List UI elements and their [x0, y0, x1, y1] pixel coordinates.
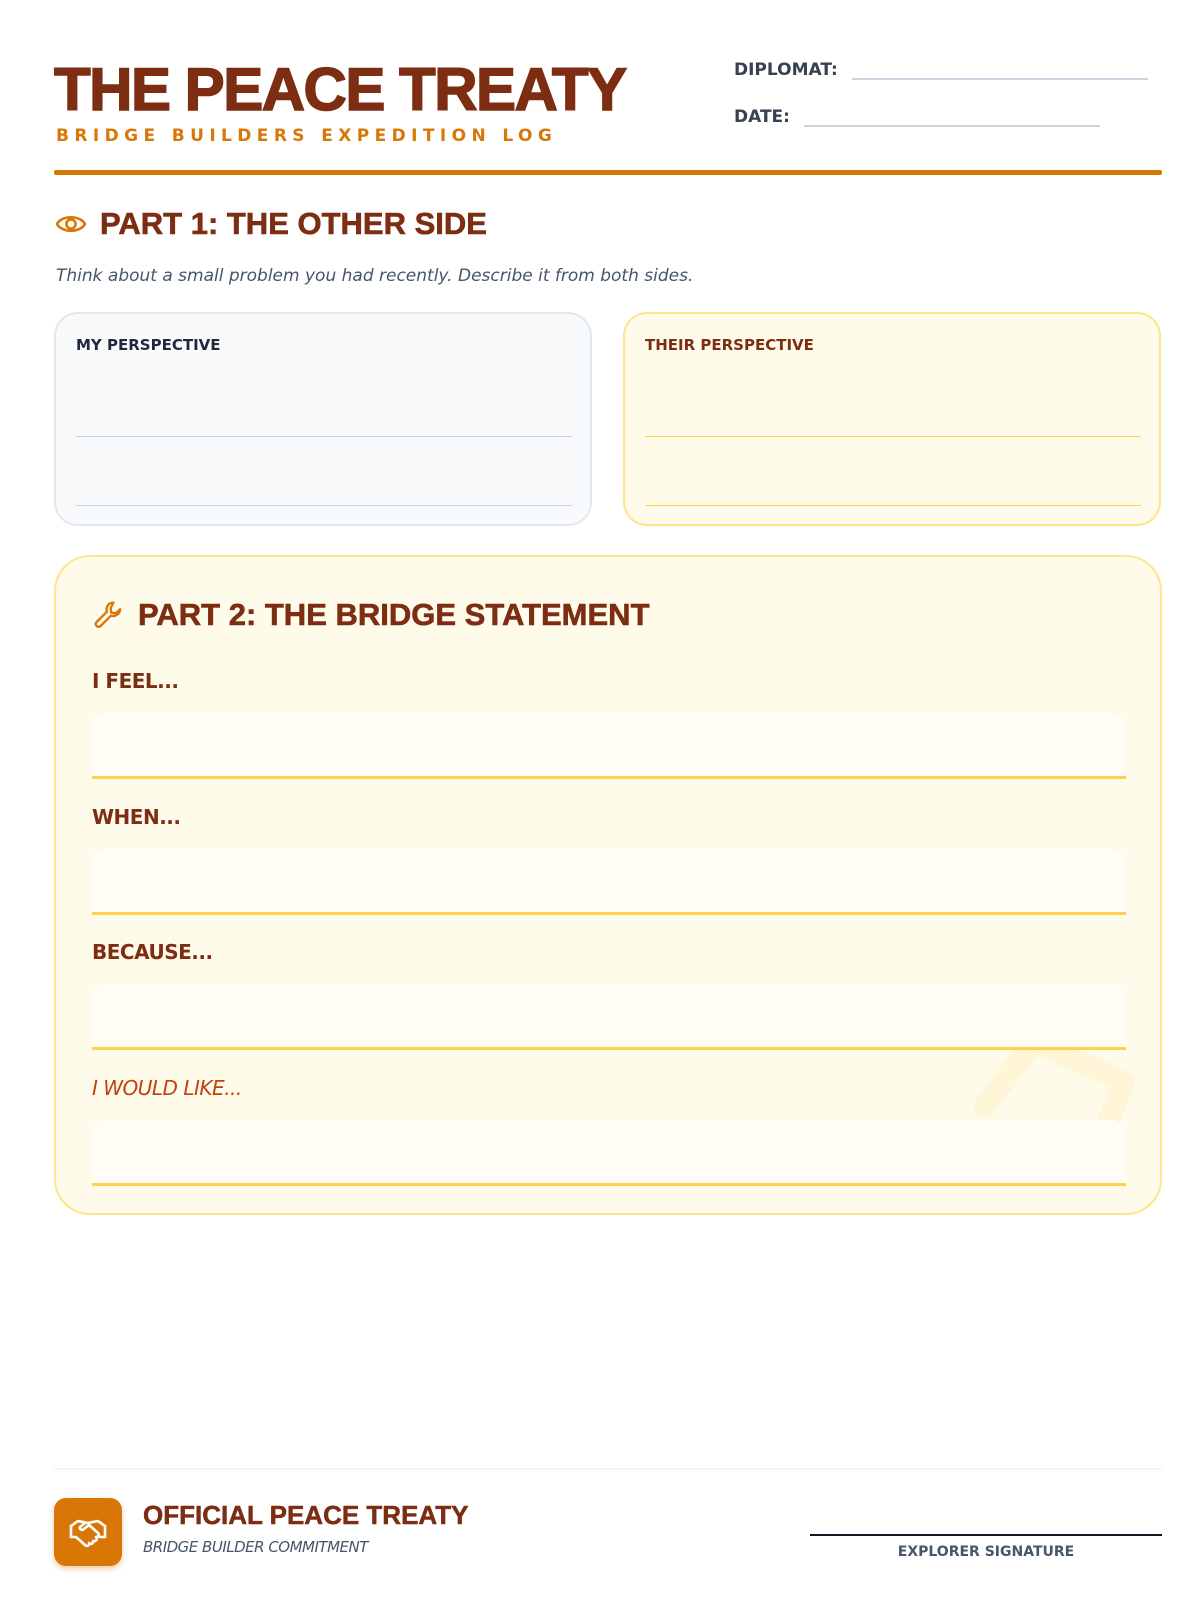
eye-icon — [54, 207, 88, 241]
field-label: I FEEL... — [92, 669, 179, 693]
part1-instruction: Think about a small problem you had recently. Describe it from both sides. — [56, 266, 694, 286]
writing-line — [645, 505, 1141, 506]
when-input[interactable] — [92, 849, 1126, 915]
writing-line — [76, 436, 572, 437]
part1-title: PART 1: THE OTHER SIDE — [100, 206, 487, 241]
my-perspective-card[interactable] — [54, 312, 592, 526]
header — [54, 58, 1162, 176]
when-field — [92, 805, 1126, 915]
header-divider — [54, 170, 1162, 175]
because-field — [92, 940, 1126, 1050]
writing-line — [76, 505, 572, 506]
footer-divider — [54, 1468, 1162, 1470]
diplomat-label: DIPLOMAT: — [734, 60, 838, 80]
field-label: I WOULD LIKE... — [92, 1076, 242, 1100]
signature-field[interactable] — [810, 1534, 1162, 1536]
page-subtitle: BRIDGE BUILDERS EXPEDITION LOG — [56, 126, 558, 146]
page-title: THE PEACE TREATY — [54, 56, 626, 123]
i-would-like-input[interactable] — [92, 1120, 1126, 1186]
handshake-icon — [54, 1498, 122, 1566]
date-label: DATE: — [734, 107, 790, 127]
date-field[interactable] — [804, 107, 1100, 127]
field-label: BECAUSE... — [92, 940, 213, 964]
footer-subtitle: BRIDGE BUILDER COMMITMENT — [143, 1538, 368, 1556]
i-feel-input[interactable] — [92, 713, 1126, 779]
diplomat-field[interactable] — [852, 60, 1148, 80]
footer-title: OFFICIAL PEACE TREATY — [143, 1500, 469, 1530]
part1-heading — [54, 206, 487, 242]
my-perspective-label: MY PERSPECTIVE — [76, 336, 221, 354]
i-feel-field — [92, 669, 1126, 779]
diplomat-row — [734, 60, 1148, 80]
bridge-statement-panel — [54, 555, 1162, 1215]
their-perspective-card[interactable] — [623, 312, 1161, 526]
writing-line — [645, 436, 1141, 437]
wrench-icon — [92, 598, 126, 632]
because-input[interactable] — [92, 984, 1126, 1050]
date-row — [734, 107, 1100, 127]
part2-heading — [92, 597, 650, 633]
field-label: WHEN... — [92, 805, 181, 829]
part2-title: PART 2: THE BRIDGE STATEMENT — [138, 597, 650, 632]
their-perspective-label: THEIR PERSPECTIVE — [645, 336, 814, 354]
signature-label: EXPLORER SIGNATURE — [897, 1544, 1075, 1560]
i-would-like-field — [92, 1076, 1126, 1186]
